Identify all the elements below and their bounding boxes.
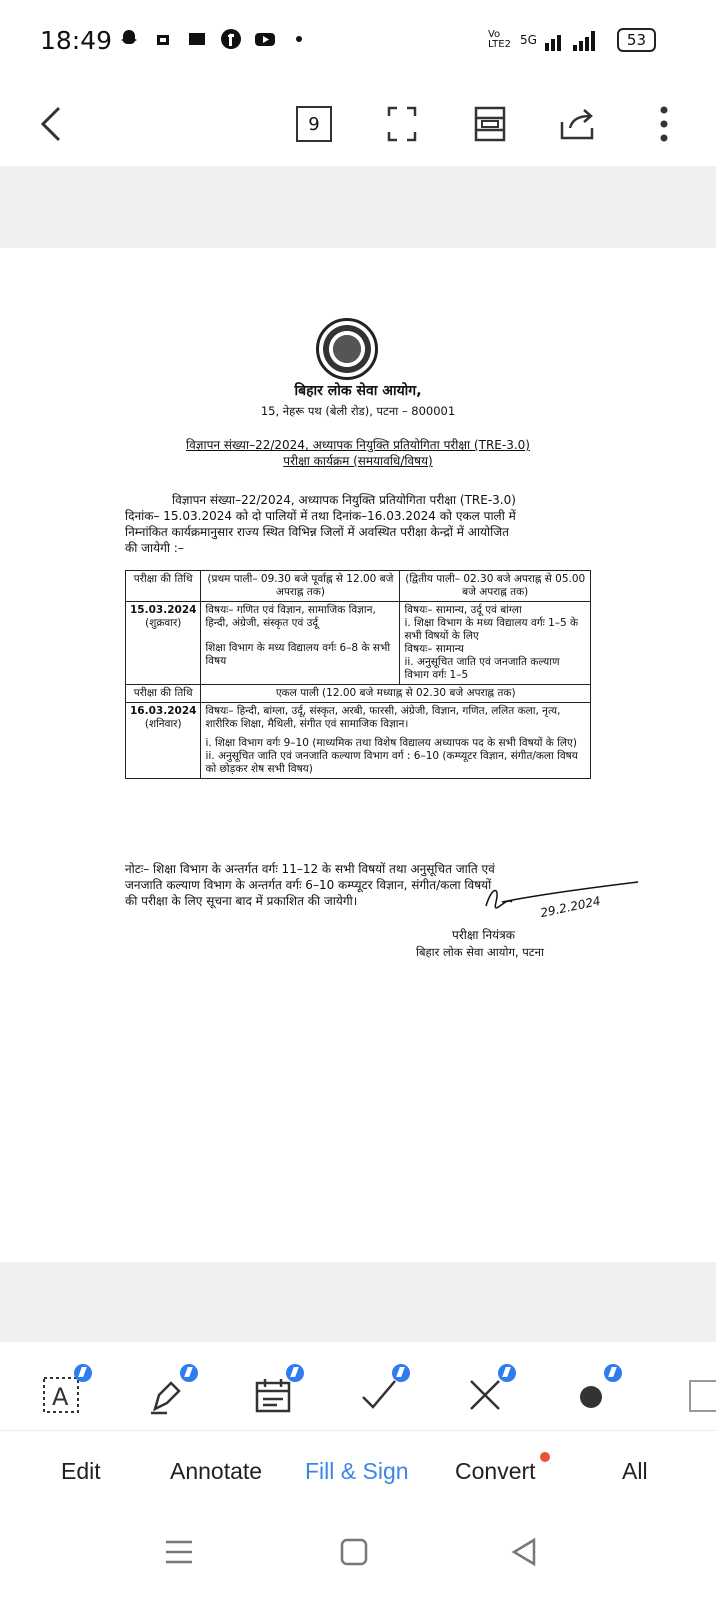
tab-edit[interactable]: Edit — [61, 1458, 101, 1484]
recents-button[interactable] — [164, 1538, 194, 1570]
row1-date: 15.03.2024 — [130, 604, 197, 616]
back-triangle-icon — [510, 1536, 538, 1568]
row2-item2: ii. अनुसूचित जाति एवं जनजाति कल्याण विभाग वर्ग : 6–10 (कम्प्यूटर विज्ञान, संगीत/कला विषय को छोड़कर शेष सभी विषय) — [205, 750, 578, 775]
intro-line-3: निम्नांकित कार्यक्रमानुसार राज्य स्थित विभिन्न जिलों में अवस्थित परीक्षा केन्द्रों में आयोजित — [125, 525, 509, 539]
back-button[interactable] — [26, 98, 78, 150]
more-vertical-icon — [659, 104, 669, 144]
status-time: 18:49 — [40, 26, 113, 55]
signatory-title: परीक्षा नियंत्रक — [452, 928, 515, 942]
row1-day: (शुक्रवार) — [145, 617, 182, 629]
facebook-icon — [220, 28, 242, 50]
table-cell: एकल पाली (12.00 बजे मध्याह्न से 02.30 बजे अपराह्न तक) — [201, 685, 591, 703]
tab-all[interactable]: All — [622, 1458, 648, 1484]
row1-first-note: शिक्षा विभाग के मध्य विद्यालय वर्गः 6–8 के सभी विषय — [205, 642, 391, 667]
table-cell — [126, 602, 201, 685]
signal-icon — [545, 29, 609, 51]
document-gap-bottom — [0, 1262, 716, 1342]
svg-text:A: A — [52, 1383, 69, 1411]
premium-badge-icon — [498, 1364, 516, 1382]
premium-badge-icon — [74, 1364, 92, 1382]
edit-text-icon — [41, 1375, 81, 1415]
dot-icon — [288, 28, 310, 50]
row1-first-subject: विषयः– गणित एवं विज्ञान, सामाजिक विज्ञान, हिन्दी, अंग्रेजी, संस्कृत एवं उर्दू — [205, 604, 376, 629]
tab-fill-sign[interactable]: Fill & Sign — [305, 1458, 409, 1484]
home-button[interactable] — [340, 1538, 368, 1570]
intro-line-2: दिनांक– 15.03.2024 को दो पालियों में तथा दिनांक–16.03.2024 को एकल पाली में — [125, 509, 516, 523]
news-app-icon — [186, 28, 208, 50]
signatory-org: बिहार लोक सेवा आयोग, पटना — [416, 945, 544, 959]
table-cell — [201, 703, 591, 779]
page-number-button[interactable] — [288, 98, 340, 150]
row2-subject: विषयः– हिन्दी, बांग्ला, उर्दू, संस्कृत, अरबी, फारसी, अंग्रेजी, विज्ञान, गणित, ललित कला, नृत्य, शारीरिक शिक्षा, मैथिली, संगीत एवं सामाजिक विज्ञान। — [205, 705, 561, 730]
row2-item1: i. शिक्षा विभाग वर्गः 9–10 (माध्यमिक तथा विशेष विद्यालय अध्यापक पद के सभी विषयों के लिए) — [205, 737, 577, 749]
premium-badge-icon — [286, 1364, 304, 1382]
back-arrow-icon — [37, 104, 67, 144]
fullscreen-button[interactable] — [376, 98, 428, 150]
doc-heading-line1: विज्ञापन संख्या–22/2024, अध्यापक नियुक्ति प्रतियोगिता परीक्षा (TRE-3.0) — [186, 438, 530, 452]
reading-mode-icon — [474, 106, 506, 142]
table-cell: परीक्षा की तिथि — [126, 571, 201, 602]
table-cell: परीक्षा की तिथि — [126, 685, 201, 703]
table-cell: (प्रथम पाली– 09.30 बजे पूर्वाह्न से 12.00 बजे अपराह्न तक) — [201, 571, 400, 602]
dot-tool-button[interactable] — [566, 1370, 616, 1420]
cross-tool-button[interactable] — [460, 1370, 510, 1420]
more-button[interactable] — [638, 98, 690, 150]
rectangle-tool-icon — [670, 1375, 716, 1415]
table-row — [126, 602, 591, 685]
share-button[interactable] — [552, 98, 604, 150]
table-row — [126, 703, 591, 779]
notification-icons — [118, 28, 310, 50]
check-tool-button[interactable] — [354, 1370, 404, 1420]
intro-line-1: विज्ञापन संख्या–22/2024, अध्यापक नियुक्ति प्रतियोगिता परीक्षा (TRE-3.0) — [172, 493, 516, 507]
system-nav-bar — [0, 1510, 716, 1600]
note-line-3: की परीक्षा के लिए सूचना बाद में प्रकाशित की जायेगी। — [125, 894, 358, 908]
text-tool-button[interactable] — [36, 1370, 86, 1420]
premium-badge-icon — [604, 1364, 622, 1382]
bottom-tabs — [0, 1430, 716, 1510]
premium-badge-icon — [180, 1364, 198, 1382]
battery-indicator: 53 — [617, 28, 656, 52]
tab-annotate[interactable]: Annotate — [170, 1458, 263, 1484]
youtube-icon — [254, 28, 276, 50]
date-tool-button[interactable] — [248, 1370, 298, 1420]
reading-mode-button[interactable] — [464, 98, 516, 150]
schedule-table — [125, 570, 591, 779]
fullscreen-icon — [387, 106, 417, 142]
pen-icon — [147, 1375, 187, 1415]
home-square-icon — [340, 1538, 368, 1566]
row2-date: 16.03.2024 — [130, 705, 197, 717]
row1-second-subject2: विषयः– सामान्य — [404, 643, 464, 655]
doc-heading-line2: परीक्षा कार्यक्रम (समयावधि/विषय) — [283, 454, 433, 468]
table-row — [126, 571, 591, 602]
check-icon — [359, 1375, 399, 1415]
back-nav-button[interactable] — [510, 1536, 538, 1572]
snapchat-icon — [118, 28, 140, 50]
org-name: बिहार लोक सेवा आयोग, — [294, 383, 422, 399]
more-tools-button[interactable] — [670, 1370, 716, 1420]
row2-day: (शनिवार) — [144, 718, 182, 730]
signature-tool-button[interactable] — [142, 1370, 192, 1420]
signal-5g-label: 5G — [519, 33, 537, 47]
tab-convert[interactable]: Convert — [455, 1458, 536, 1484]
share-icon — [558, 106, 598, 142]
signature-date: 29.2.2024 — [539, 893, 602, 921]
fill-sign-tools — [0, 1342, 716, 1431]
table-cell — [400, 602, 591, 685]
premium-badge-icon — [392, 1364, 410, 1382]
table-row — [126, 685, 591, 703]
menu-icon — [164, 1538, 194, 1566]
status-bar — [0, 0, 716, 82]
bpsc-seal-icon — [316, 318, 378, 380]
row1-second-item2: ii. अनुसूचित जाति एवं जनजाति कल्याण विभाग वर्गः 1–5 — [404, 656, 560, 681]
note-line-2: जनजाति कल्याण विभाग के अन्तर्गत वर्गः 6–10 कम्प्यूटर विज्ञान, संगीत/कला विषयों — [125, 878, 492, 892]
cross-icon — [465, 1375, 505, 1415]
page-number: 9 — [296, 106, 332, 142]
calendar-icon — [253, 1375, 293, 1415]
table-cell — [126, 703, 201, 779]
notification-dot-icon — [540, 1452, 550, 1462]
row1-second-item1: i. शिक्षा विभाग के मध्य विद्यालय वर्गः 1–5 के सभी विषयों के लिए — [404, 617, 579, 642]
row1-second-subject: विषयः– सामान्य, उर्दू एवं बांग्ला — [404, 604, 522, 616]
dot-icon — [571, 1375, 611, 1415]
top-toolbar — [0, 82, 716, 167]
intro-line-4: की जायेगी :– — [125, 541, 184, 555]
table-cell — [201, 602, 400, 685]
document-gap-top — [0, 166, 716, 248]
status-right — [488, 28, 656, 52]
table-cell: (द्वितीय पाली– 02.30 बजे अपराह्न से 05.00 बजे अपराह्न तक) — [400, 571, 591, 602]
org-address: 15, नेहरू पथ (बेली रोड), पटना – 800001 — [260, 404, 456, 418]
tv-icon — [152, 28, 174, 50]
network-label: Vo LTE2 — [487, 29, 511, 50]
note-line-1: नोटः– शिक्षा विभाग के अन्तर्गत वर्गः 11–12 के सभी विषयों तथा अनुसूचित जाति एवं — [125, 862, 495, 876]
